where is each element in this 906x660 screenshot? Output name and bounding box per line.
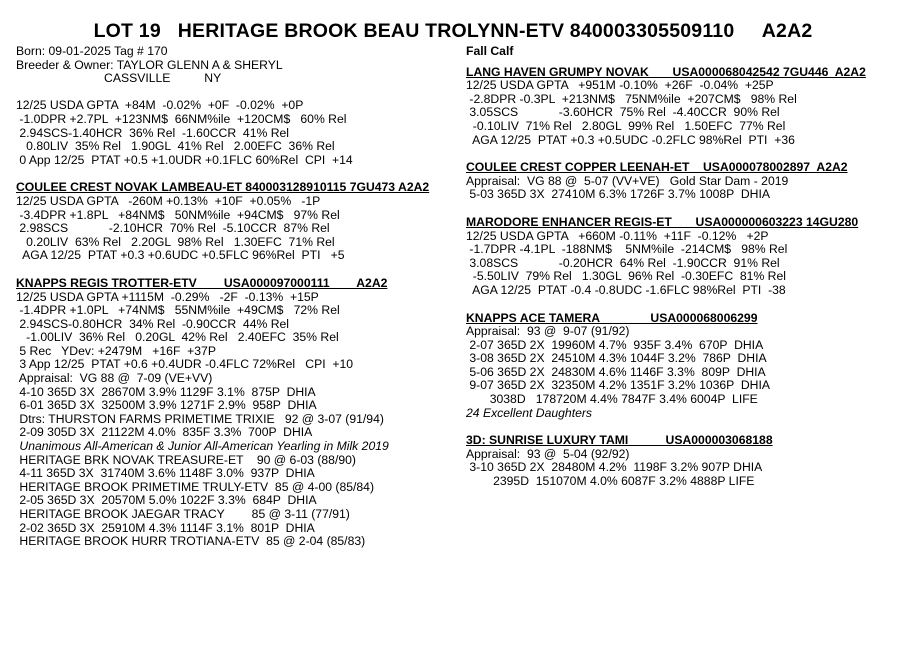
mggd-line: 2-07 365D 2X 19960M 4.7% 935F 3.4% 670P DHIA	[466, 337, 764, 352]
dam-honor: Unanimous All-American & Junior All-American Yearling in Milk 2019	[16, 439, 389, 454]
breeder-line: Breeder & Owner: TAYLOR GLENN A & SHERYL	[16, 57, 283, 72]
mgs-line: -0.10LIV 71% Rel 2.80GL 99% Rel 1.50EFC 77% Rel	[466, 118, 786, 133]
third-dam-block	[466, 448, 901, 489]
genetics-line: 0.80LIV 35% Rel 1.90GL 41% Rel 2.00EFC 36% Rel	[16, 139, 335, 154]
mggd-daughters: 24 Excellent Daughters	[466, 405, 593, 420]
dam-line: 3 App 12/25 PTAT +0.6 +0.4UDR -0.4FLC 72%Rel CPI +10	[16, 357, 354, 372]
left-column	[16, 45, 456, 549]
mggs-block	[466, 230, 901, 298]
dam-line: 12/25 USDA GPTA +1115M -0.29% -2F -0.13% +15P	[16, 289, 319, 304]
mgs-line: AGA 12/25 PTAT +0.3 +0.5UDC -0.2FLC 98%Rel PTI +36	[466, 132, 795, 147]
mggs-header: MARODORE ENHANCER REGIS-ET USA000000603223 14GU280	[466, 214, 859, 229]
third-dam-header: 3D: SUNRISE LUXURY TAMI USA000003068188	[466, 433, 773, 448]
genetics-line: 0 App 12/25 PTAT +0.5 +1.0UDR +0.1FLC 60%Rel CPI +14	[16, 152, 353, 167]
sire-header: COULEE CREST NOVAK LAMBEAU-ET 840003128910115 7GU473 A2A2	[16, 180, 430, 195]
mggs-line: -1.7DPR -4.1PL -188NM$ 5NM%ile -214CM$ 98% Rel	[466, 242, 788, 257]
mggs-line: 12/25 USDA GPTA +660M -0.11% +11F -0.12% +2P	[466, 228, 769, 243]
mgd-line: 5-03 365D 3X 27410M 6.3% 1726F 3.7% 1008P DHIA	[466, 187, 770, 202]
sire-line: -3.4DPR +1.8PL +84NM$ 50NM%ile +94CM$ 97% Rel	[16, 207, 340, 222]
mgs-line: -2.8DPR -0.3PL +213NM$ 75NM%ile +207CM$ 98% Rel	[466, 91, 797, 106]
dam-line: Appraisal: VG 88 @ 7-09 (VE+VV)	[16, 371, 213, 386]
dam-line: HERITAGE BROOK HURR TROTIANA-ETV 85 @ 2-04 (85/83)	[16, 534, 366, 549]
mgs-header: LANG HAVEN GRUMPY NOVAK USA000068042542 7GU446 A2A2	[466, 64, 866, 79]
mggd-header: KNAPPS ACE TAMERA USA000068006299	[466, 310, 758, 325]
sire-line: 0.20LIV 63% Rel 2.20GL 98% Rel 1.30EFC 71% Rel	[16, 234, 335, 249]
mgs-line: 3.05SCS -3.60HCR 75% Rel -4.40CCR 90% Rel	[466, 105, 780, 120]
mgd-line: Appraisal: VG 88 @ 5-07 (VV+VE) Gold Star Dam - 2019	[466, 173, 789, 188]
mggd-line: 5-06 365D 2X 24830M 4.6% 1146F 3.3% 809P DHIA	[466, 364, 766, 379]
right-column	[466, 45, 901, 489]
dam-line: HERITAGE BROOK PRIMETIME TRULY-ETV 85 @ 4-00 (85/84)	[16, 479, 375, 494]
dam-line: HERITAGE BRK NOVAK TREASURE-ET 90 @ 6-03 (88/90)	[16, 452, 356, 467]
dam-line: -1.4DPR +1.0PL +74NM$ 55NM%ile +49CM$ 72% Rel	[16, 303, 340, 318]
third-dam-line: Appraisal: 93 @ 5-04 (92/92)	[466, 446, 630, 461]
mgs-block	[466, 79, 901, 147]
dam-block	[16, 291, 456, 549]
dam-line: -1.00LIV 36% Rel 0.20GL 42% Rel 2.40EFC 35% Rel	[16, 330, 339, 345]
dam-line: Dtrs: THURSTON FARMS PRIMETIME TRIXIE 92 @ 3-07 (91/94)	[16, 411, 384, 426]
third-dam-line: 3-10 365D 2X 28480M 4.2% 1198F 3.2% 907P DHIA	[466, 460, 763, 475]
genetics-line: 12/25 USDA GPTA +84M -0.02% +0F -0.02% +0P	[16, 98, 304, 113]
mgs-line: 12/25 USDA GPTA +951M -0.10% +26F -0.04% +25P	[466, 78, 774, 93]
mggs-line: AGA 12/25 PTAT -0.4 -0.8UDC -1.6FLC 98%Rel PTI -38	[466, 282, 786, 297]
lot-title: LOT 19 HERITAGE BROOK BEAU TROLYNN-ETV 840003305509110 A2A2	[93, 20, 813, 42]
dam-line: 2-02 365D 3X 25910M 4.3% 1114F 3.1% 801P DHIA	[16, 520, 315, 535]
mggd-line: 3038D 178720M 4.4% 7847F 3.4% 6004P LIFE	[466, 392, 758, 407]
mggs-line: 3.08SCS -0.20HCR 64% Rel -1.90CCR 91% Rel	[466, 255, 780, 270]
genetics-line: -1.0DPR +2.7PL +123NM$ 66NM%ile +120CM$ 60% Rel	[16, 111, 347, 126]
lot-genetics-block	[16, 99, 456, 167]
mggd-line: Appraisal: 93 @ 9-07 (91/92)	[466, 324, 630, 339]
dam-line: 5 Rec YDev: +2479M +16F +37P	[16, 343, 216, 358]
dam-line: 2-09 305D 3X 21122M 4.0% 835F 3.3% 700P DHIA	[16, 425, 313, 440]
sire-line: 2.98SCS -2.10HCR 70% Rel -5.10CCR 87% Rel	[16, 221, 330, 236]
dam-line: 2.94SCS-0.80HCR 34% Rel -0.90CCR 44% Rel	[16, 316, 289, 331]
dam-line: HERITAGE BROOK JAEGAR TRACY 85 @ 3-11 (77/91)	[16, 507, 350, 521]
mggs-line: -5.50LIV 79% Rel 1.30GL 96% Rel -0.30EFC 81% Rel	[466, 269, 786, 284]
sire-block	[16, 195, 456, 263]
genetics-line: 2.94SCS-1.40HCR 36% Rel -1.60CCR 41% Rel	[16, 125, 289, 140]
dam-line: 6-01 365D 3X 32500M 3.9% 1271F 2.9% 958P DHIA	[16, 398, 317, 413]
dam-header: KNAPPS REGIS TROTTER-ETV USA000097000111 A2A2	[16, 275, 388, 290]
dam-line: 4-10 365D 3X 28670M 3.9% 1129F 3.1% 875P DHIA	[16, 384, 316, 399]
sire-line: AGA 12/25 PTAT +0.3 +0.6UDC +0.5FLC 96%Rel PTI +5	[16, 248, 345, 263]
mgd-header: COULEE CREST COPPER LEENAH-ET USA000078002897 A2A2	[466, 160, 848, 175]
sire-line: 12/25 USDA GPTA -260M +0.13% +10F +0.05% -1P	[16, 193, 321, 208]
third-dam-line: 2395D 151070M 4.0% 6087F 3.2% 4888P LIFE	[466, 474, 755, 489]
mggd-line: 9-07 365D 2X 32350M 4.2% 1351F 3.2% 1036P DHIA	[466, 378, 770, 393]
fall-calf-label: Fall Calf	[466, 44, 514, 58]
mggd-line: 3-08 365D 2X 24510M 4.3% 1044F 3.2% 786P DHIA	[466, 351, 767, 366]
location-line: CASSVILLE NY	[16, 71, 222, 86]
mgd-block	[466, 175, 901, 202]
born-line: Born: 09-01-2025 Tag # 170	[16, 44, 168, 58]
dam-line: 2-05 365D 3X 20570M 5.0% 1022F 3.3% 684P DHIA	[16, 493, 317, 508]
dam-line: 4-11 365D 3X 31740M 3.6% 1148F 3.0% 937P DHIA	[16, 466, 315, 481]
mggd-block	[466, 325, 901, 420]
